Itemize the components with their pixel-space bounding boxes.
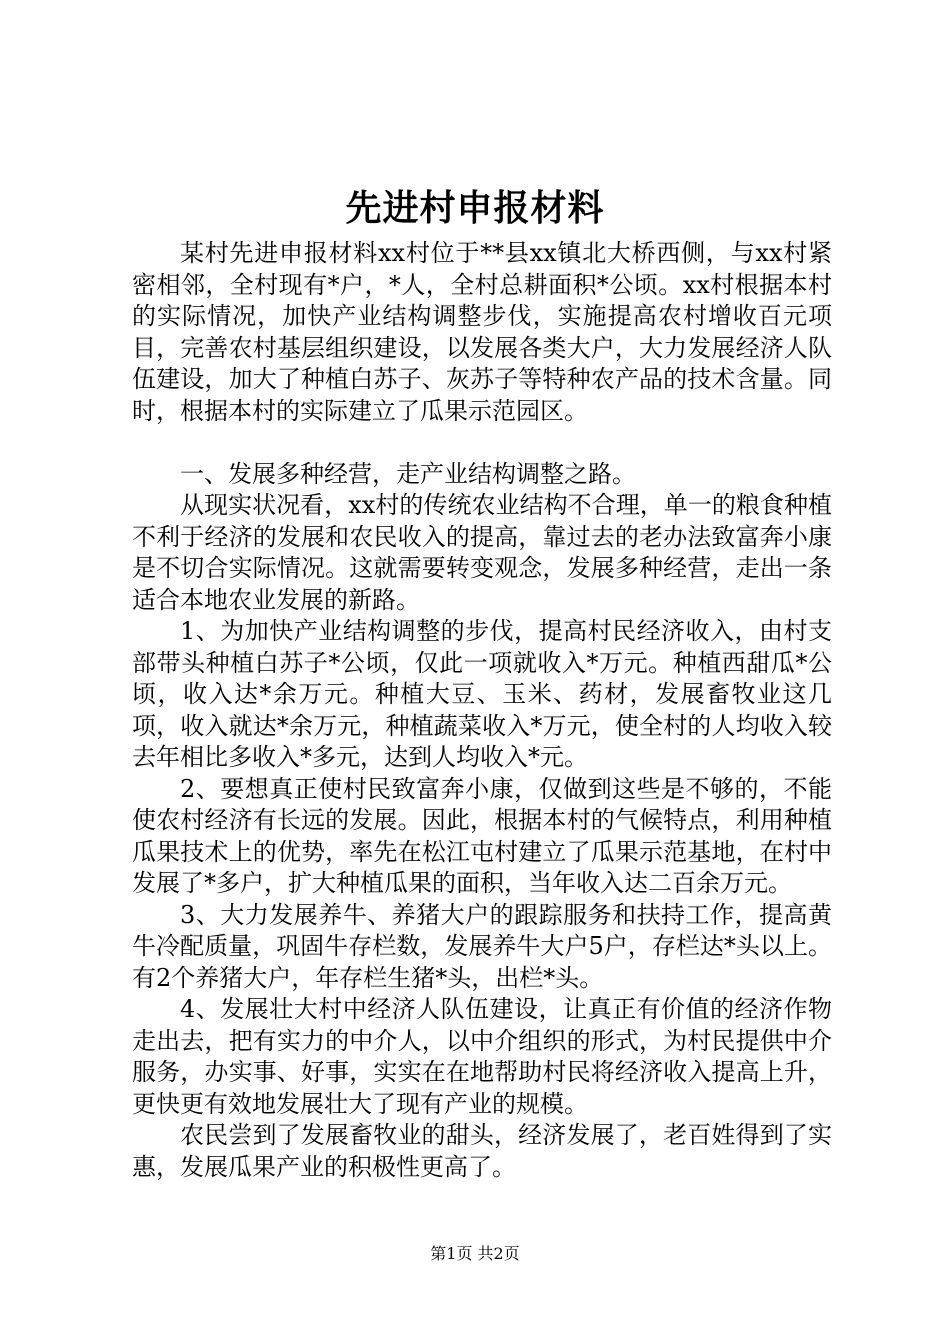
document-title: 先进村申报材料	[345, 187, 605, 229]
paragraph-item-4: 4、发展壮大村中经济人队伍建设，让真正有价值的经济作物走出去，把有实力的中介人，以中介组织的形式，为村民提供中介服务，办实事、好事，实实在在地帮助村民将经济收入提高上升，更快更有效地发展壮大了现有产业的规模。	[132, 995, 832, 1118]
section-heading-1: 一、发展多种经营，走产业结构调整之路。	[180, 459, 636, 488]
paragraph-current-situation: 从现实状况看，xx村的传统农业结构不合理，单一的粮食种植不利于经济的发展和农民收入的提高，靠过去的老办法致富奔小康是不切合实际情况。这就需要转变观念，发展多种经营，走出一条适合本地农业发展的新路。	[132, 491, 832, 614]
paragraph-item-3: 3、大力发展养牛、养猪大户的跟踪服务和扶持工作，提高黄牛冷配质量，巩固牛存栏数，发展养牛大户5户，存栏达*头以上。有2个养猪大户，年存栏生猪*头，出栏*头。	[132, 900, 832, 992]
page-number-footer: 第1页 共2页	[430, 1244, 520, 1263]
paragraph-intro: 某村先进申报材料xx村位于**县xx镇北大桥西侧，与xx村紧密相邻，全村现有*户，*人，全村总耕面积*公顷。xx村根据本村的实际情况，加快产业结构调整步伐，实施提高农村增收百元项目，完善农村基层组织建设，以发展各类大户，大力发展经济人队伍建设，加大了种植白苏子、灰苏子等特种农产品的技术含量。同时，根据本村的实际建立了瓜果示范园区。	[132, 239, 832, 425]
document-body	[132, 238, 832, 1183]
paragraph-conclusion: 农民尝到了发展畜牧业的甜头，经济发展了，老百姓得到了实惠，发展瓜果产业的积极性更高了。	[132, 1121, 832, 1181]
paragraph-item-2: 2、要想真正使村民致富奔小康，仅做到这些是不够的，不能使农村经济有长远的发展。因此，根据本村的气候特点，利用种植瓜果技术上的优势，率先在松江屯村建立了瓜果示范基地，在村中发展了*多户，扩大种植瓜果的面积，当年收入达二百余万元。	[132, 774, 832, 897]
paragraph-item-1: 1、为加快产业结构调整的步伐，提高村民经济收入，由村支部带头种植白苏子*公顷，仅此一项就收入*万元。种植西甜瓜*公顷，收入达*余万元。种植大豆、玉米、药材，发展畜牧业这几项，收入就达*余万元，种植蔬菜收入*万元，使全村的人均收入较去年相比多收入*多元，达到人均收入*元。	[132, 617, 832, 771]
